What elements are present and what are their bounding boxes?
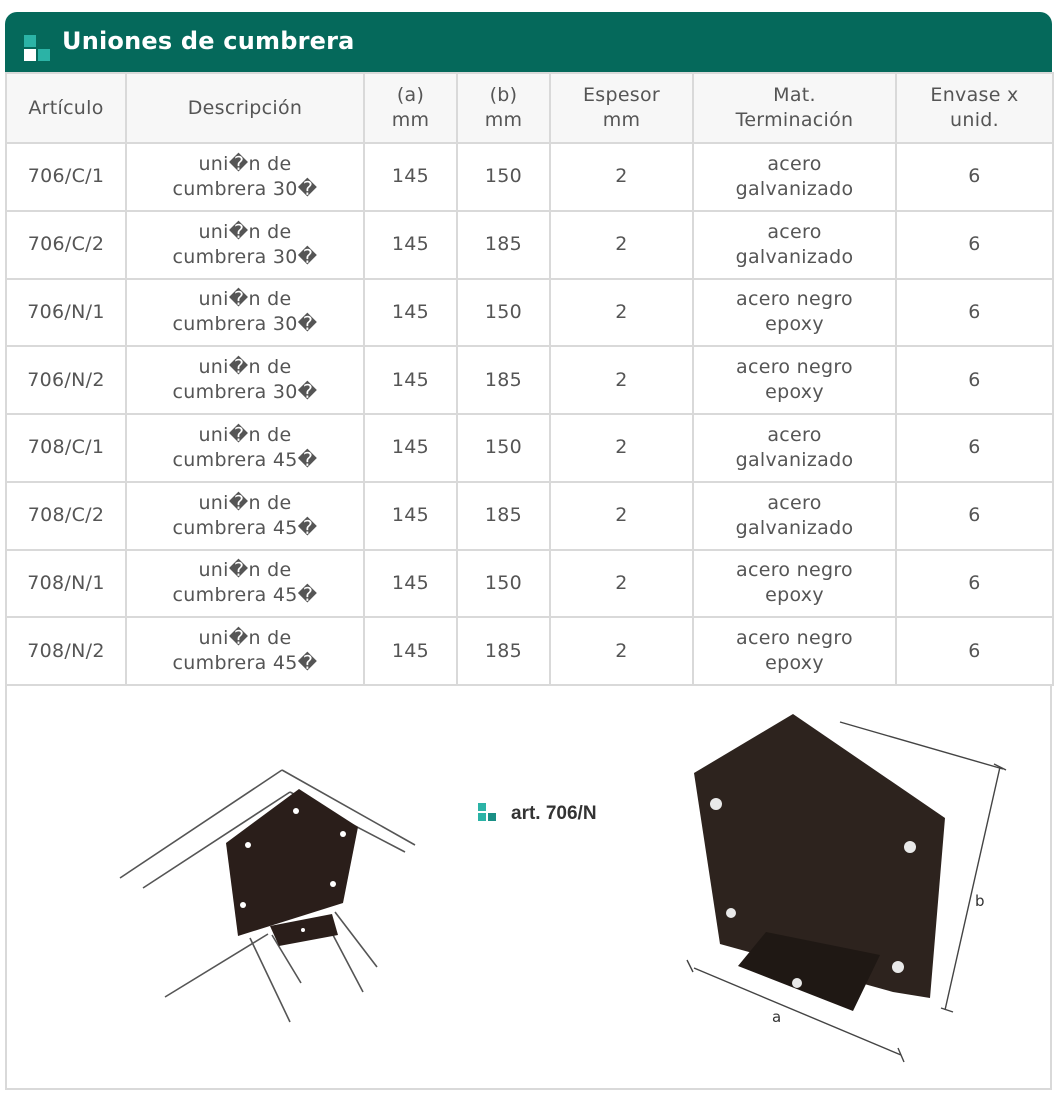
cell-material: acero galvanizado (693, 211, 896, 279)
cell-envase: 6 (896, 279, 1053, 347)
cell-espesor: 2 (550, 279, 693, 347)
cell-descripcion: uni�n de cumbrera 45� (126, 550, 364, 618)
section-title: Uniones de cumbrera (62, 27, 355, 55)
column-header-espesor: Espesor mm (550, 73, 693, 143)
column-header-material: Mat. Terminación (693, 73, 896, 143)
cell-b: 185 (457, 482, 550, 550)
cell-envase: 6 (896, 211, 1053, 279)
cell-material: acero negro epoxy (693, 346, 896, 414)
column-header-a: (a) mm (364, 73, 457, 143)
cell-b: 185 (457, 211, 550, 279)
cell-a: 145 (364, 550, 457, 618)
cell-articulo: 708/C/1 (6, 414, 126, 482)
cell-material: acero negro epoxy (693, 279, 896, 347)
cell-articulo: 706/C/1 (6, 143, 126, 211)
cell-articulo: 708/N/1 (6, 550, 126, 618)
cell-espesor: 2 (550, 346, 693, 414)
installed-ridge-plate (226, 789, 358, 936)
bullet-squares-icon (478, 803, 498, 823)
cell-a: 145 (364, 617, 457, 685)
cell-articulo: 708/N/2 (6, 617, 126, 685)
cell-b: 150 (457, 143, 550, 211)
cell-espesor: 2 (550, 414, 693, 482)
cell-descripcion: uni�n de cumbrera 30� (126, 211, 364, 279)
cell-articulo: 706/N/2 (6, 346, 126, 414)
cell-a: 145 (364, 346, 457, 414)
figure-caption-text: art. 706/N (511, 803, 597, 824)
cell-espesor: 2 (550, 143, 693, 211)
column-header-descripcion: Descripción (126, 73, 364, 143)
cell-descripcion: uni�n de cumbrera 30� (126, 346, 364, 414)
dimension-label-a: a (772, 1008, 782, 1026)
cell-envase: 6 (896, 414, 1053, 482)
cell-descripcion: uni�n de cumbrera 45� (126, 482, 364, 550)
cell-b: 150 (457, 550, 550, 618)
cell-b: 185 (457, 617, 550, 685)
cell-b: 150 (457, 279, 550, 347)
cell-descripcion: uni�n de cumbrera 30� (126, 143, 364, 211)
cell-b: 185 (457, 346, 550, 414)
cell-envase: 6 (896, 482, 1053, 550)
dimension-label-b: b (975, 892, 985, 910)
cell-b: 150 (457, 414, 550, 482)
cell-descripcion: uni�n de cumbrera 45� (126, 617, 364, 685)
cell-material: acero negro epoxy (693, 550, 896, 618)
column-header-envase: Envase x unid. (896, 73, 1053, 143)
cell-material: acero galvanizado (693, 482, 896, 550)
cell-descripcion: uni�n de cumbrera 45� (126, 414, 364, 482)
cell-espesor: 2 (550, 550, 693, 618)
cell-material: acero negro epoxy (693, 617, 896, 685)
cell-espesor: 2 (550, 482, 693, 550)
cell-material: acero galvanizado (693, 143, 896, 211)
cell-articulo: 706/C/2 (6, 211, 126, 279)
cell-espesor: 2 (550, 617, 693, 685)
cell-material: acero galvanizado (693, 414, 896, 482)
cell-envase: 6 (896, 550, 1053, 618)
cell-envase: 6 (896, 346, 1053, 414)
cell-envase: 6 (896, 143, 1053, 211)
cell-a: 145 (364, 414, 457, 482)
cell-envase: 6 (896, 617, 1053, 685)
cell-a: 145 (364, 211, 457, 279)
cell-espesor: 2 (550, 211, 693, 279)
cell-a: 145 (364, 143, 457, 211)
cell-a: 145 (364, 482, 457, 550)
column-header-b: (b) mm (457, 73, 550, 143)
cell-descripcion: uni�n de cumbrera 30� (126, 279, 364, 347)
cell-articulo: 708/C/2 (6, 482, 126, 550)
cell-a: 145 (364, 279, 457, 347)
column-header-articulo: Artículo (6, 73, 126, 143)
cell-articulo: 706/N/1 (6, 279, 126, 347)
